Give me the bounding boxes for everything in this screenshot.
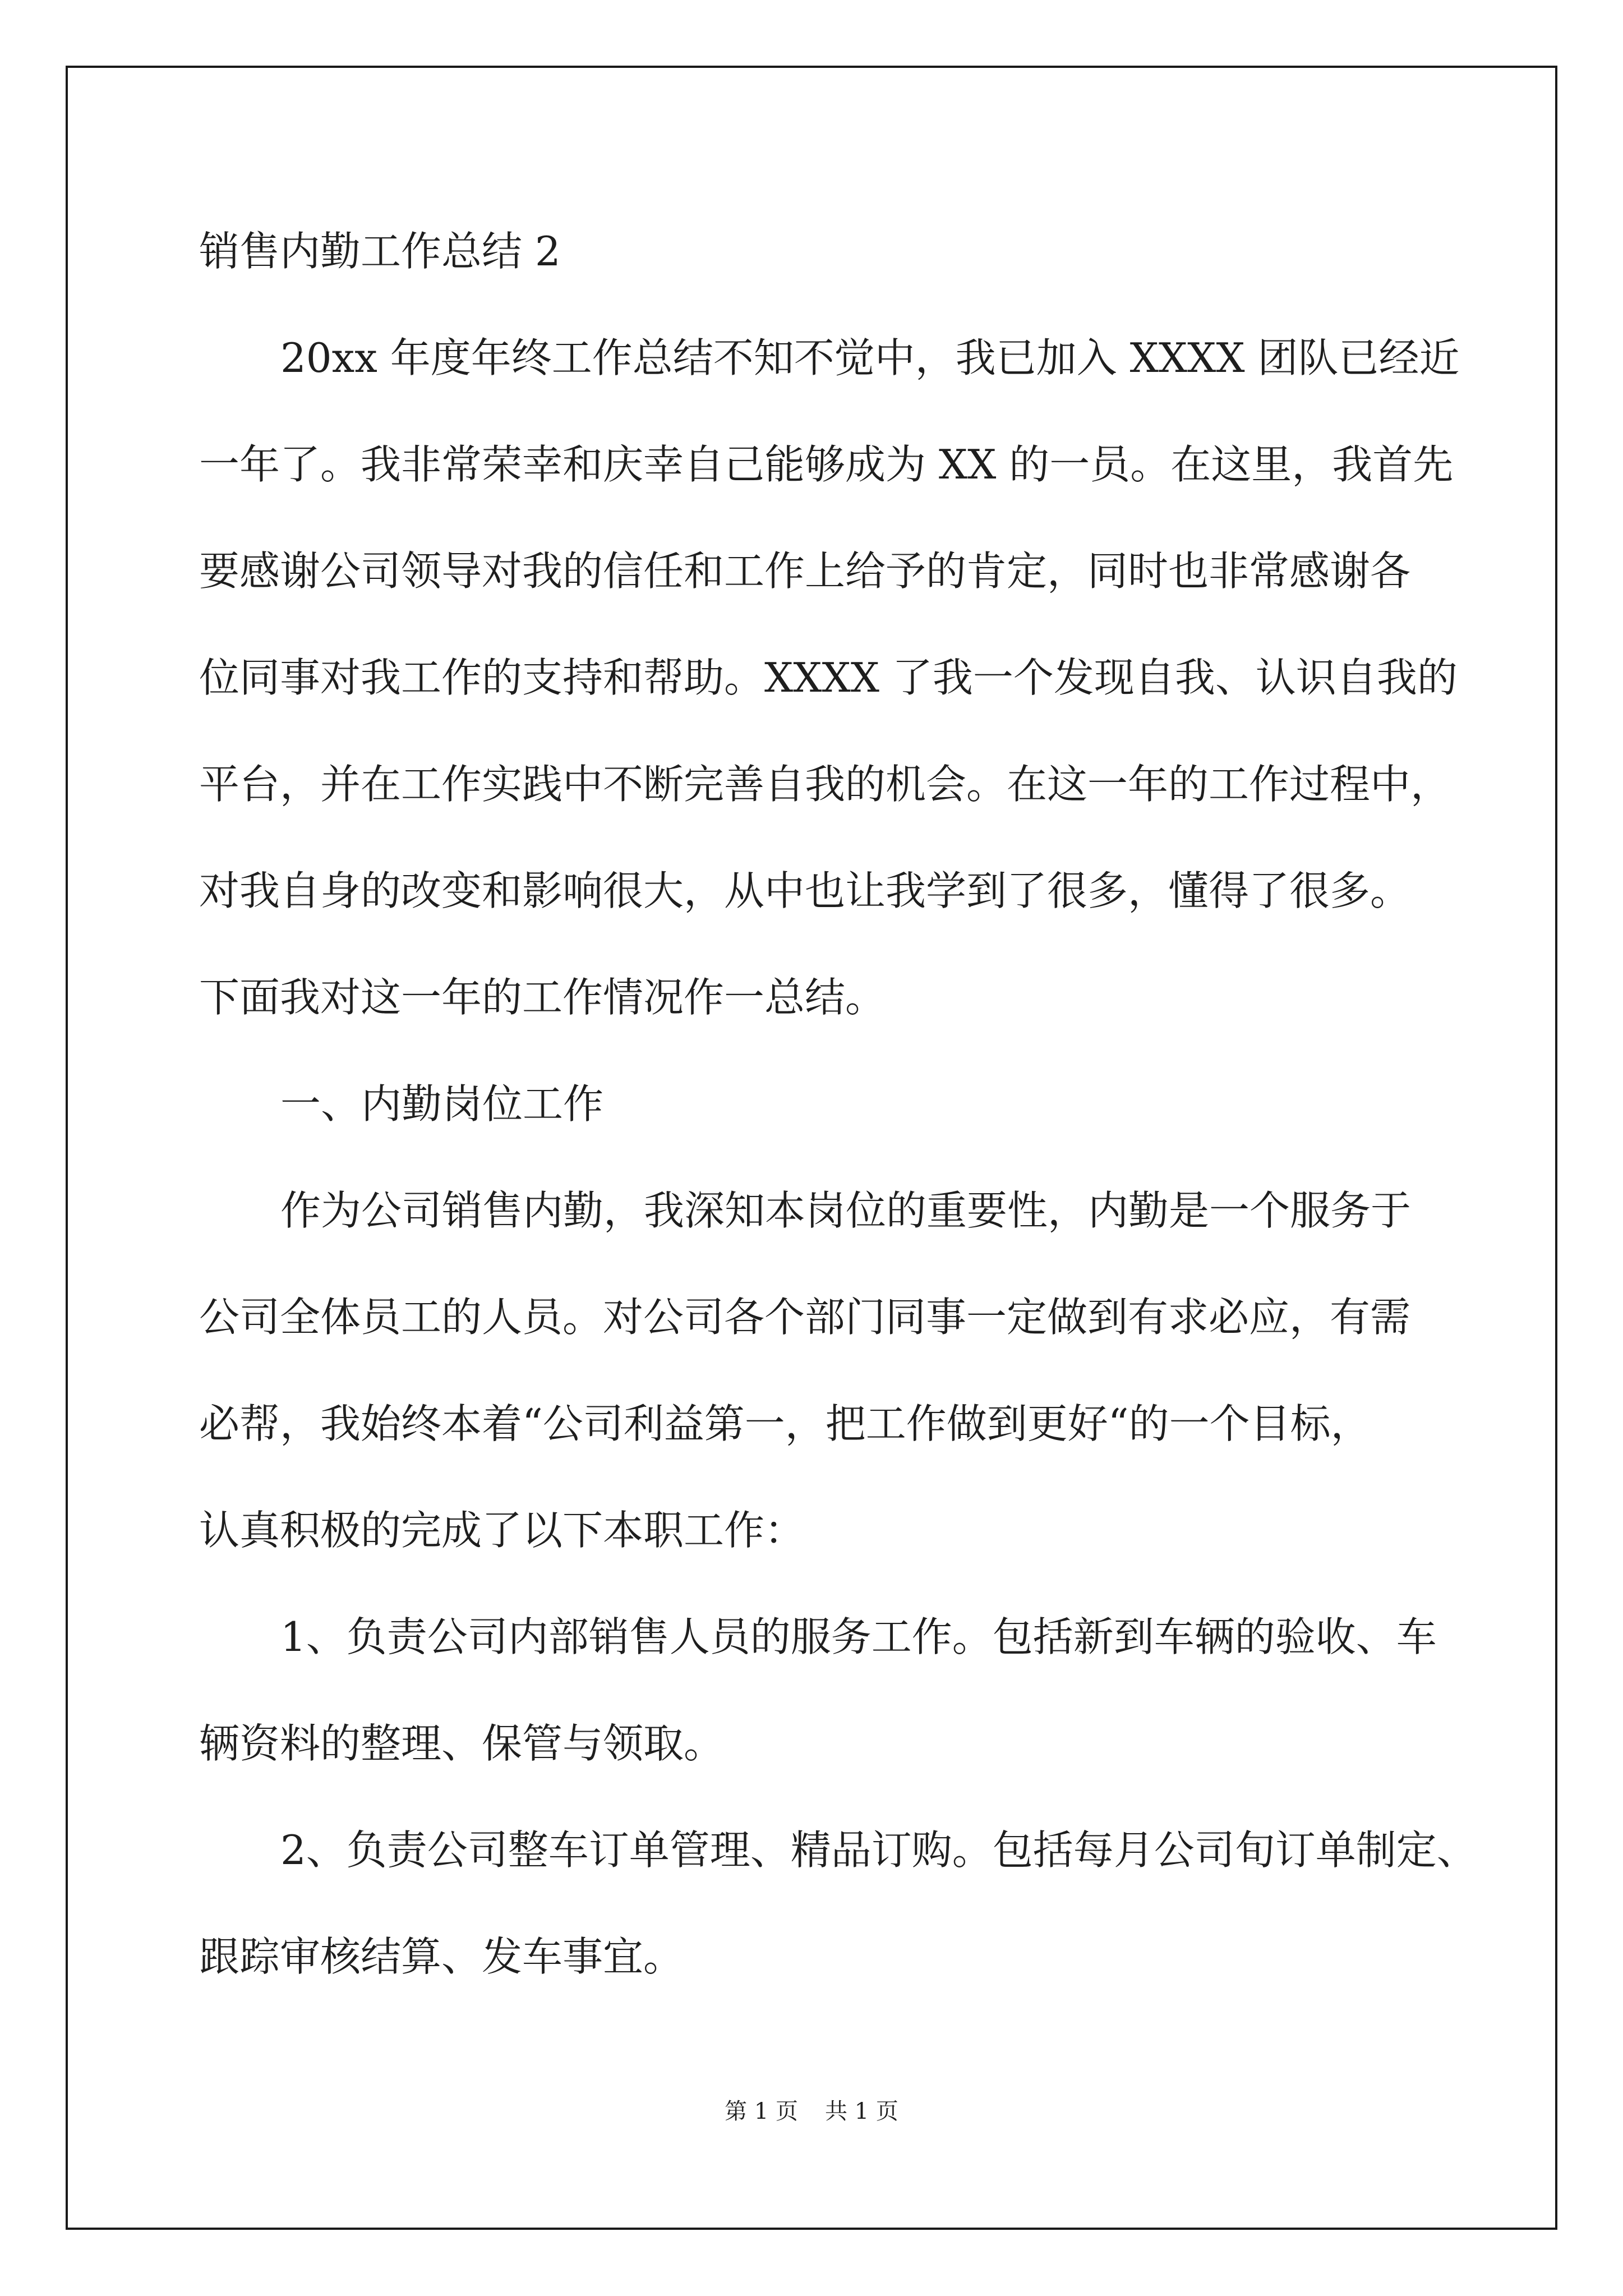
paragraph-line: 必帮，我始终本着“公司利益第一，把工作做到更好“的一个目标， [199,1400,1371,1447]
list-item: 2、负责公司整车订单管理、精品订购。包括每月公司旬订单制定、 [280,1826,1477,1874]
page-border [66,66,1557,2230]
paragraph-line: 认真积极的完成了以下本职工作： [199,1507,805,1554]
page-number: 第 1 页 [725,2099,798,2124]
page-footer [0,2098,1623,2125]
list-item-continuation: 辆资料的整理、保管与领取。 [199,1720,725,1767]
list-item-continuation: 跟踪审核结算、发车事宜。 [199,1933,684,1980]
paragraph-line: 一年了。我非常荣幸和庆幸自己能够成为 XX 的一员。在这里，我首先 [199,441,1454,488]
section-heading: 一、内勤岗位工作 [280,1080,604,1128]
paragraph-line: 位同事对我工作的支持和帮助。XXXX 了我一个发现自我、认识自我的 [199,654,1458,701]
document-title: 销售内勤工作总结 2 [199,228,561,275]
paragraph-line: 20xx 年度年终工作总结不知不觉中，我已加入 XXXX 团队已经近 [280,334,1460,381]
paragraph-line: 下面我对这一年的工作情况作一总结。 [199,974,886,1021]
paragraph-line: 对我自身的改变和影响很大，从中也让我学到了很多，懂得了很多。 [199,867,1411,914]
paragraph-line: 平台，并在工作实践中不断完善自我的机会。在这一年的工作过程中， [199,761,1451,808]
page-total: 共 1 页 [825,2099,898,2124]
paragraph-line: 要感谢公司领导对我的信任和工作上给予的肯定，同时也非常感谢各 [199,547,1411,595]
list-item: 1、负责公司内部销售人员的服务工作。包括新到车辆的验收、车 [280,1613,1437,1660]
paragraph-line: 作为公司销售内勤，我深知本岗位的重要性，内勤是一个服务于 [280,1187,1412,1234]
paragraph-line: 公司全体员工的人员。对公司各个部门同事一定做到有求必应，有需 [199,1294,1411,1341]
